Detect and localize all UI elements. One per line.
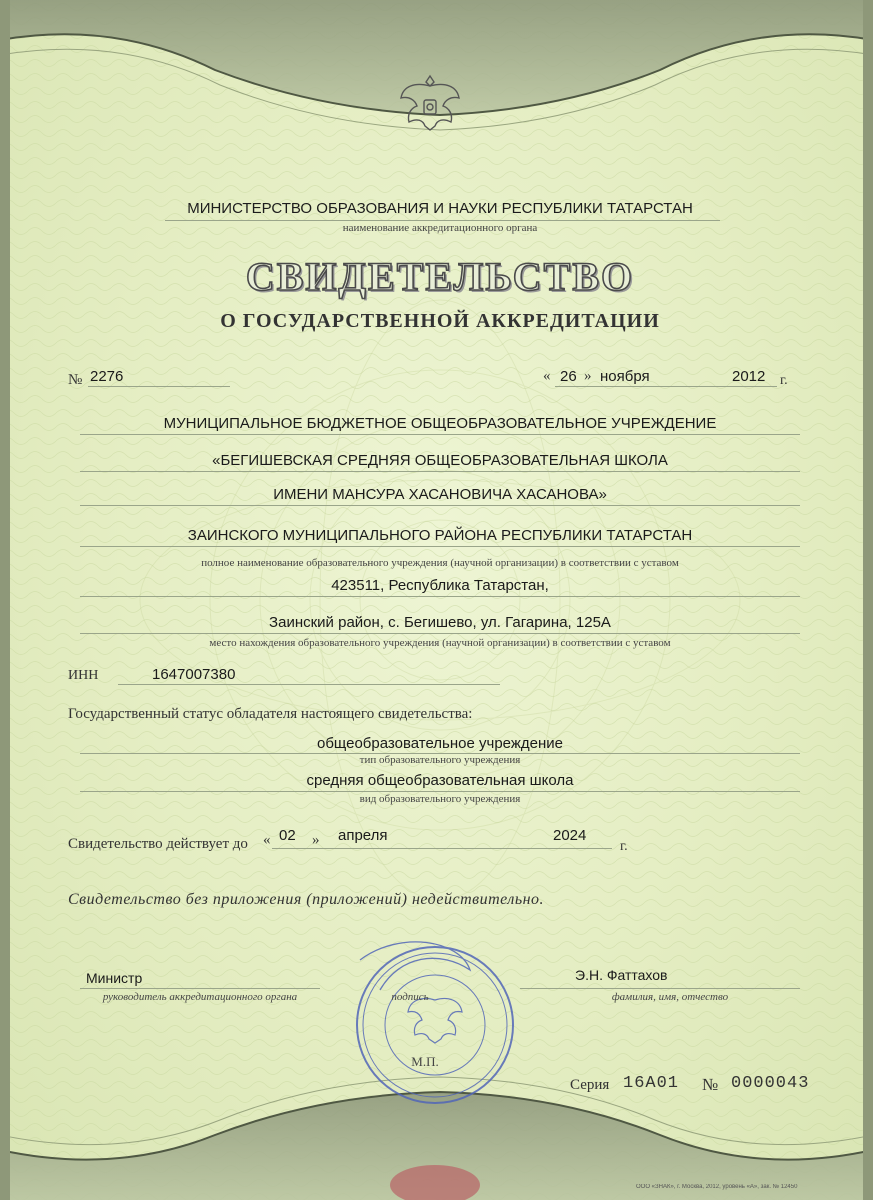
signatory-name: Э.Н. Фаттахов xyxy=(575,967,668,983)
address-caption: место нахождения образовательного учреждения (научной организации) в соответствии с уставом xyxy=(209,637,671,649)
ministry-name: МИНИСТЕРСТВО ОБРАЗОВАНИЯ И НАУКИ РЕСПУБЛИКИ ТАТАРСТАН xyxy=(187,200,693,217)
date-quote-open: « xyxy=(543,368,551,384)
document-title: СВИДЕТЕЛЬСТВО xyxy=(245,254,635,299)
signatory-position: Министр xyxy=(86,970,143,986)
divider xyxy=(80,546,800,547)
number-sign: № xyxy=(68,372,83,388)
divider xyxy=(80,791,800,792)
series-number: 0000043 xyxy=(731,1074,810,1093)
org-name-line-2: «БЕГИШЕВСКАЯ СРЕДНЯЯ ОБЩЕОБРАЗОВАТЕЛЬНАЯ ШКОЛА xyxy=(212,452,668,469)
issue-month: ноября xyxy=(600,368,650,385)
validity-year-suffix: г. xyxy=(620,839,628,854)
validity-month: апреля xyxy=(338,827,388,844)
number-underline xyxy=(88,386,230,387)
divider xyxy=(80,988,320,989)
validity-label: Свидетельство действует до xyxy=(68,836,248,852)
org-name-caption: полное наименование образовательного учреждения (научной организации) в соответствии с уставом xyxy=(201,557,679,569)
date-underline xyxy=(555,386,777,387)
institution-type-caption: тип образовательного учреждения xyxy=(359,754,521,766)
validity-day: 02 xyxy=(279,827,296,844)
validity-quote-close: » xyxy=(312,832,320,848)
series-value: 16А01 xyxy=(623,1074,680,1093)
ministry-caption: наименование аккредитационного органа xyxy=(342,222,538,234)
institution-type: общеобразовательное учреждение xyxy=(317,735,563,752)
signatory-name-caption: фамилия, имя, отчество xyxy=(611,991,729,1003)
signatory-position-caption: руководитель аккредитационного органа xyxy=(102,991,298,1003)
issue-year: 2012 xyxy=(732,368,766,385)
inn-label: ИНН xyxy=(68,668,99,683)
divider xyxy=(80,596,800,597)
validity-year: 2024 xyxy=(553,827,587,844)
validity-quote-open: « xyxy=(263,832,271,848)
status-label: Государственный статус обладателя настоящего свидетельства: xyxy=(68,706,473,722)
org-name-line-3: ИМЕНИ МАНСУРА ХАСАНОВИЧА ХАСАНОВА» xyxy=(273,486,607,503)
divider xyxy=(80,633,800,634)
date-quote-close: » xyxy=(584,368,592,384)
series-number-sign: № xyxy=(702,1075,719,1094)
org-name-line-4: ЗАИНСКОГО МУНИЦИПАЛЬНОГО РАЙОНА РЕСПУБЛИКИ ТАТАРСТАН xyxy=(187,527,693,544)
org-name-line-1: МУНИЦИПАЛЬНОЕ БЮДЖЕТНОЕ ОБЩЕОБРАЗОВАТЕЛЬНОЕ УЧРЕЖДЕНИЕ xyxy=(163,415,717,432)
divider xyxy=(165,220,720,221)
printer-note: ООО «ЗНАК», г. Москва, 2012, уровень «А», зак. № 12450 xyxy=(636,1184,798,1190)
validity-note: Свидетельство без приложения (приложений) недействительно. xyxy=(68,891,545,908)
official-stamp xyxy=(340,930,520,1110)
inn-underline xyxy=(118,684,500,685)
coat-of-arms-emblem xyxy=(395,68,465,138)
issue-day: 26 xyxy=(560,368,577,385)
series-label: Серия xyxy=(570,1077,610,1093)
divider xyxy=(80,434,800,435)
issue-year-suffix: г. xyxy=(780,373,788,388)
address-line-1: 423511, Республика Татарстан, xyxy=(331,577,549,594)
validity-underline xyxy=(272,848,612,849)
stamp-place-mark: М.П. xyxy=(411,1054,439,1069)
divider xyxy=(80,505,800,506)
certificate-number: 2276 xyxy=(90,368,124,385)
institution-kind: средняя общеобразовательная школа xyxy=(306,772,574,789)
institution-kind-caption: вид образовательного учреждения xyxy=(359,793,521,805)
divider xyxy=(520,988,800,989)
divider xyxy=(80,471,800,472)
inn-value: 1647007380 xyxy=(152,666,236,683)
document-subtitle: О ГОСУДАРСТВЕННОЙ АККРЕДИТАЦИИ xyxy=(220,310,660,332)
signature-caption: подпись xyxy=(391,991,429,1003)
address-line-2: Заинский район, с. Бегишево, ул. Гагарина, 125А xyxy=(269,614,611,631)
